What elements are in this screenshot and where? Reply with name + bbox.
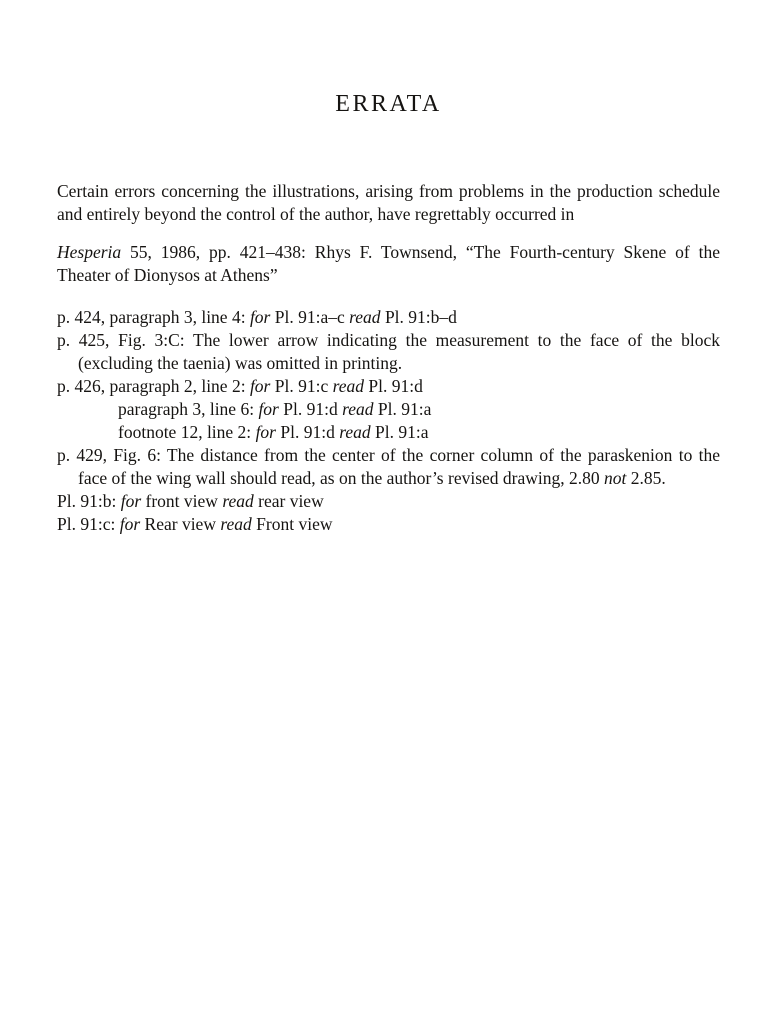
italic-text-segment: Hesperia: [57, 242, 122, 262]
italic-text-segment: read: [342, 399, 374, 419]
errata-item: [57, 444, 720, 490]
text-segment: Rear view: [140, 514, 221, 534]
italic-text-segment: for: [119, 514, 141, 534]
text-segment: Certain errors concerning the illustrations, arising from problems in the production schedule and entirely beyond the control of the author, have regrettably occurred in: [57, 181, 720, 224]
text-segment: Pl. 91:a: [373, 399, 432, 419]
italic-text-segment: not: [604, 468, 627, 488]
italic-text-segment: read: [339, 422, 371, 442]
text-segment: Pl. 91:a: [370, 422, 429, 442]
text-segment: p. 429, Fig. 6: The distance from the center of the corner column of the paraskenion to the face of the wing wall should read, as on the author’s revised drawing, 2.80: [57, 445, 720, 488]
italic-text-segment: read: [220, 514, 252, 534]
italic-text-segment: for: [120, 491, 142, 511]
italic-text-segment: for: [249, 376, 271, 396]
text-segment: paragraph 3, line 6:: [118, 399, 259, 419]
text-segment: Pl. 91:a–c: [270, 307, 350, 327]
errata-item: [57, 398, 720, 421]
text-segment: rear view: [253, 491, 324, 511]
text-segment: Pl. 91:d: [364, 376, 423, 396]
text-segment: Pl. 91:b–d: [380, 307, 457, 327]
text-segment: footnote 12, line 2:: [118, 422, 256, 442]
page-title: ERRATA: [335, 91, 442, 117]
italic-text-segment: read: [349, 307, 381, 327]
italic-text-segment: for: [249, 307, 271, 327]
intro-paragraph: [57, 180, 720, 226]
errata-item: [57, 329, 720, 375]
text-segment: p. 425, Fig. 3:C: The lower arrow indicating the measurement to the face of the block (excluding the taenia) was omitted in printing.: [57, 330, 720, 373]
text-segment: front view: [141, 491, 223, 511]
text-segment: Pl. 91:b:: [57, 491, 121, 511]
italic-text-segment: for: [258, 399, 279, 419]
errata-list: [57, 306, 720, 536]
italic-text-segment: for: [255, 422, 276, 442]
text-segment: Front view: [251, 514, 333, 534]
errata-item: [57, 306, 720, 329]
errata-item: [57, 490, 720, 513]
text-segment: Pl. 91:d: [278, 399, 343, 419]
italic-text-segment: read: [332, 376, 365, 396]
citation-paragraph: [57, 241, 720, 287]
errata-item: [57, 421, 720, 444]
text-segment: 55, 1986, pp. 421–438: Rhys F. Townsend, “The Fourth-century Skene of the Theater of Dionysos at Athens”: [57, 242, 720, 285]
text-segment: p. 424, paragraph 3, line 4:: [57, 307, 250, 327]
text-segment: Pl. 91:d: [276, 422, 340, 442]
errata-item: [57, 375, 720, 398]
italic-text-segment: read: [222, 491, 254, 511]
text-segment: Pl. 91:c: [270, 376, 333, 396]
errata-item: [57, 513, 720, 536]
text-segment: 2.85.: [626, 468, 666, 488]
text-segment: p. 426, paragraph 2, line 2:: [57, 376, 250, 396]
text-segment: Pl. 91:c:: [57, 514, 120, 534]
